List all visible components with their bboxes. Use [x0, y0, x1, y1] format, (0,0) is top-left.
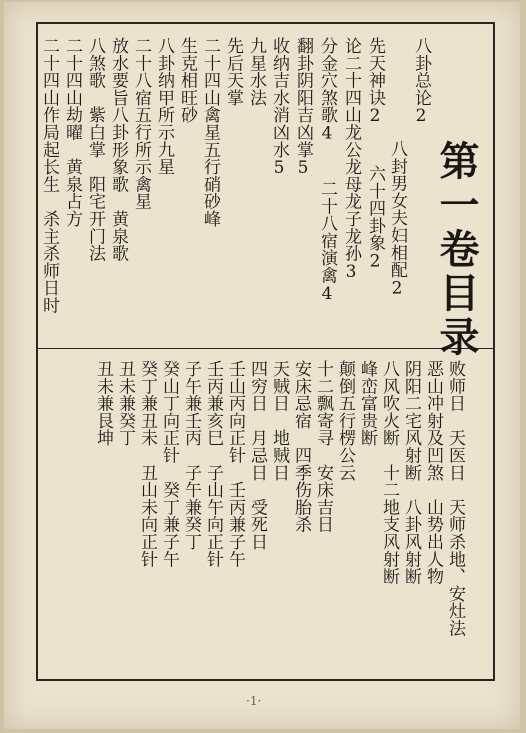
toc-entry: 阴阳二宅风射断 八卦风射断 [401, 360, 421, 585]
toc-entry: 放水要旨八卦形象歌 黄泉歌 [108, 37, 128, 262]
toc-entry: 安床忌宿 四季伤胎杀 [291, 360, 311, 533]
toc-entry: 天贼日 地贼日 [269, 360, 289, 482]
toc-entry: 败师日 天医日 天师杀地、安灶法 [445, 360, 465, 637]
toc-entry: 生克相旺砂 [177, 37, 197, 124]
toc-entry: 癸丁兼丑未 丑山未向正针 [137, 360, 157, 568]
toc-entry: 先后天掌 [223, 37, 243, 107]
toc-entry: 颠倒五行楞公云 [335, 360, 355, 482]
toc-entry: 先天神诀2 [365, 37, 385, 127]
toc-entry: 恶山冲射及凹煞 山势出人物 [423, 360, 443, 585]
toc-entry: 四穷日 月忌日 受死日 [247, 360, 267, 551]
toc-entry: 二十四山劫曜 黄泉占方 [62, 37, 82, 228]
toc-entry: 子午兼壬丙 子午兼癸丁 [181, 360, 201, 551]
toc-entry: 八卦纳甲所示九星 [154, 37, 174, 176]
toc-entry: 丑未兼艮坤 [93, 360, 113, 447]
toc-entry: 论二十四山龙公龙母龙子龙孙3 [341, 37, 361, 283]
toc-entry: 癸山丁向正针 癸丁兼子午 [159, 360, 179, 568]
toc-entry: 峰峦富贵断 [357, 360, 377, 447]
toc-entry: 九星水法 [246, 37, 266, 107]
page-number: ·1· [246, 694, 262, 708]
toc-entry: 分金穴煞歌4 [317, 37, 337, 144]
toc-entry: 二十四山禽星五行硝砂峰 [200, 37, 220, 228]
page-title: 第一卷目录 [433, 140, 480, 360]
toc-entry: 壬山丙向正针 壬丙兼子午 [225, 360, 245, 568]
toc-entry: 八卦总论2 [411, 37, 431, 127]
toc-entry: 翻卦阴阳吉凶掌5 [293, 37, 313, 179]
toc-entry: 八风吹火断 十二地支风射断 [379, 360, 399, 585]
section-divider [36, 348, 495, 349]
toc-entry: 壬丙兼亥巳 子山午向正针 [203, 360, 223, 568]
toc-entry: 六十四卦象2 [365, 165, 385, 272]
toc-entry: 二十八宿五行所示禽星 [131, 37, 151, 210]
toc-entry: 八封男女夫妇相配2 [387, 140, 407, 299]
toc-entry: 十二飘寄寻 安床吉日 [313, 360, 333, 533]
toc-entry: 二十八宿演禽4 [317, 180, 337, 305]
toc-entry: 八煞歌 紫白掌 阳宅开门法 [85, 37, 105, 262]
toc-entry: 二十四山作局起长生 杀主杀师日时 [39, 37, 59, 314]
toc-entry: 收纳吉水消凶水5 [269, 37, 289, 179]
toc-entry: 丑未兼癸丁 [115, 360, 135, 447]
